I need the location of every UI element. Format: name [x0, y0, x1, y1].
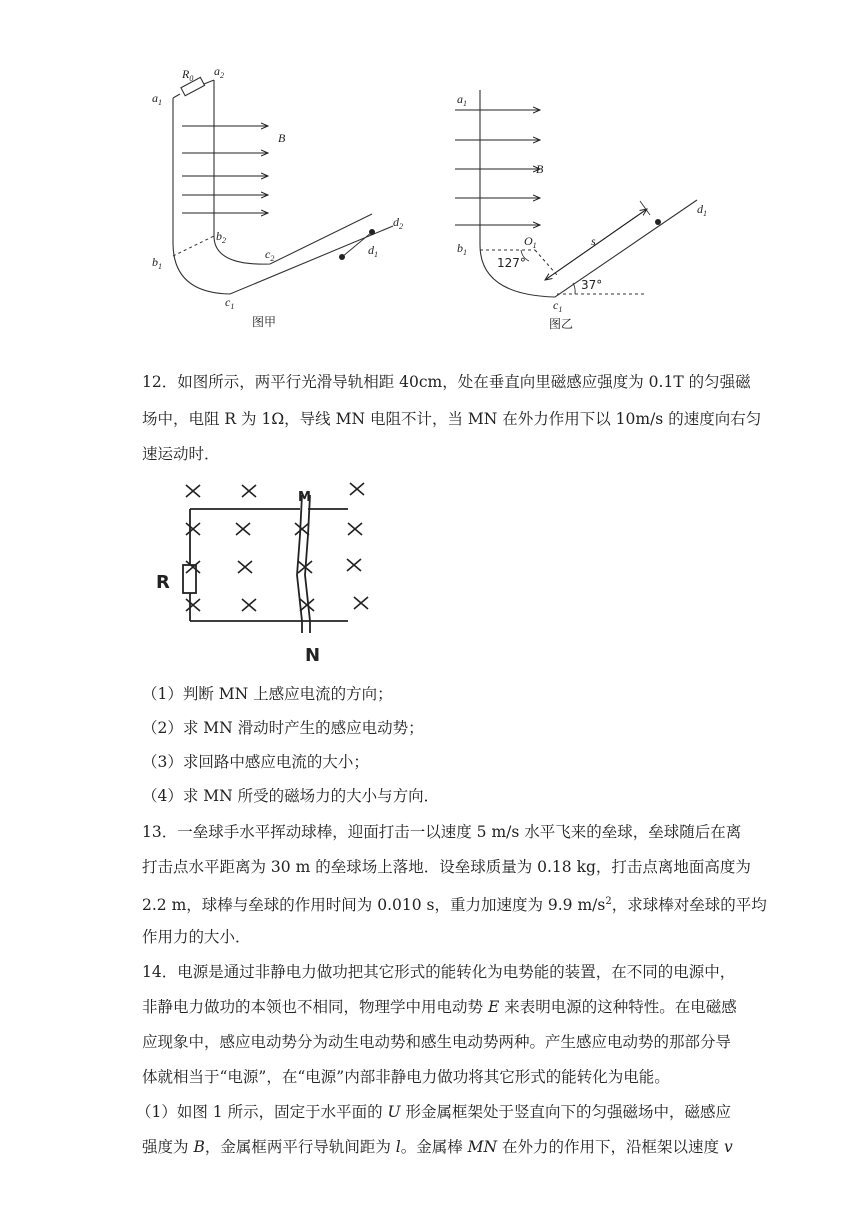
- jia-label-r0: $R_0$: [182, 67, 194, 83]
- q13-line4: 作用力的大小．: [142, 928, 251, 946]
- figure-yi: [445, 85, 725, 340]
- q12-sub2: （2）求 MN 滑动时产生的感应电动势；: [142, 719, 424, 737]
- jia-label-b1: $b_1$: [152, 255, 162, 271]
- q14-line2: 非静电力做功的本领也不相同，物理学中用电动势 E 来表明电源的这种特性。在电磁感: [142, 998, 737, 1016]
- yi-label-a1: $a_1$: [457, 92, 467, 108]
- yi-label-37: 37°: [581, 278, 603, 292]
- q12-field-crosses: [186, 483, 368, 611]
- yi-label-o1: $O_1$: [524, 234, 537, 250]
- q12-label-n: N: [305, 645, 321, 666]
- jia-label-c1: $c_1$: [225, 295, 235, 311]
- figure-jia: [140, 58, 430, 340]
- jia-label-b: B: [278, 131, 286, 145]
- jia-label-a1: $a_1$: [152, 91, 162, 107]
- q14-line1: 14．电源是通过非静电力做功把其它形式的能转化为电势能的装置，在不同的电源中，: [142, 963, 736, 981]
- jia-label-d2: $d_2$: [393, 215, 403, 231]
- q12-sub4: （4）求 MN 所受的磁场力的大小与方向．: [142, 787, 440, 805]
- q12-circuit-figure: [150, 475, 390, 670]
- q13-line3: 2.2 m，球棒与垒球的作用时间为 0.010 s，重力加速度为 9.9 $m/s^2$，求球棒对垒球的平均: [142, 896, 767, 915]
- jia-label-a2: $a_2$: [214, 64, 224, 80]
- q12-label-r: R: [156, 572, 170, 593]
- yi-label-b1: $b_1$: [457, 241, 467, 257]
- q14-line3: 应现象中，感应电动势分为动生电动势和感生电动势两种。产生感应电动势的那部分导: [142, 1033, 732, 1051]
- jia-ball-d2: [369, 229, 375, 235]
- yi-label-s: s: [591, 234, 596, 248]
- jia-label-c2: $c_2$: [265, 247, 275, 263]
- jia-label-b2: $b_2$: [216, 229, 226, 245]
- q14-line6: 强度为 B，金属框两平行导轨间距为 l。金属棒 MN 在外力的作用下，沿框架以速度 v: [142, 1138, 733, 1156]
- q14-line5: （1）如图 1 所示，固定于水平面的 U 形金属框架处于竖直向下的匀强磁场中，磁感应: [136, 1103, 732, 1121]
- q12-sub1: （1）判断 MN 上感应电流的方向；: [142, 685, 393, 703]
- q14-line4: 体就相当于“电源”，在“电源”内部非静电力做功将其它形式的能转化为电能。: [142, 1068, 670, 1086]
- q12-line3: 速运动时．: [142, 445, 220, 463]
- yi-ball: [655, 219, 661, 225]
- jia-label-d1: $d_1$: [368, 243, 378, 259]
- jia-ball-d1: [339, 254, 345, 260]
- jia-caption: 图甲: [252, 315, 277, 329]
- yi-label-b: B: [536, 162, 544, 176]
- q12-sub3: （3）求回路中感应电流的大小；: [142, 753, 369, 771]
- q12-line1: 12．如图所示，两平行光滑导轨相距 40cm，处在垂直向里磁感应强度为 0.1T 的匀强磁: [142, 373, 751, 391]
- jia-rail-outer: [173, 98, 393, 294]
- q13-line1: 13．一垒球手水平挥动球棒，迎面打击一以速度 5 m/s 水平飞来的垒球，垒球随后在离: [142, 823, 742, 841]
- q12-line2: 场中，电阻 R 为 1Ω，导线 MN 电阻不计，当 MN 在外力作用下以 10m/s 的速度向右匀: [142, 410, 762, 428]
- yi-label-c1: $c_1$: [553, 298, 563, 314]
- q13-line2: 打击点水平距离为 30 m 的垒球场上落地．设垒球质量为 0.18 kg，打击点离地面高度为: [142, 858, 751, 876]
- yi-label-d1: $d_1$: [697, 202, 707, 218]
- jia-rail-inner: [214, 80, 372, 264]
- yi-caption: 图乙: [549, 317, 574, 331]
- jia-field-arrows: [182, 126, 268, 213]
- yi-label-127: 127°: [497, 256, 526, 270]
- q12-label-m: M: [298, 490, 311, 505]
- yi-field-arrows: [455, 110, 540, 225]
